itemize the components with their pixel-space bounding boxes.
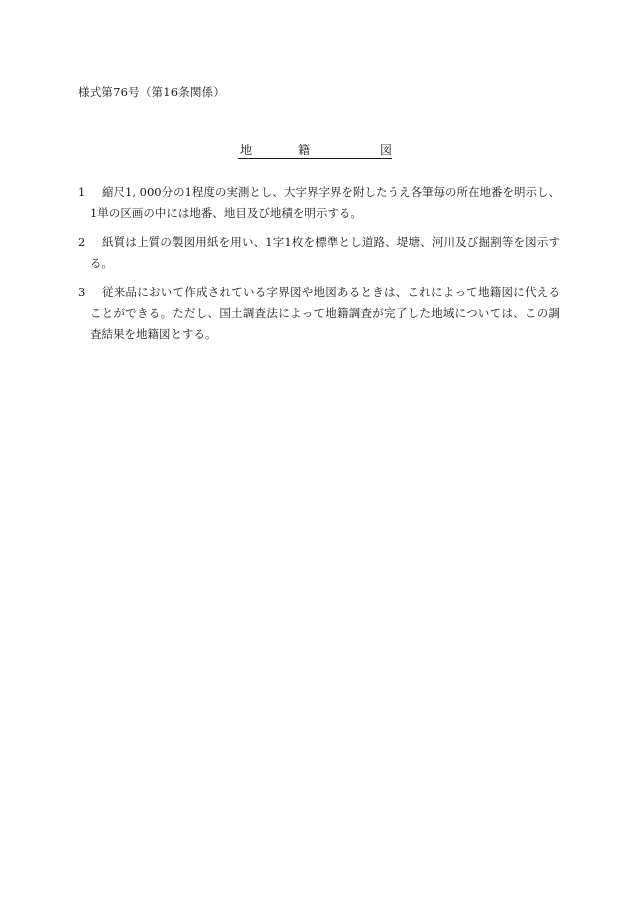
item-list [78,182,560,353]
list-item [78,282,560,345]
item-number: 1 [78,185,86,199]
item-number: 2 [78,235,86,249]
item-text: 紙質は上質の製図用紙を用い、1字1枚を標準とし道路、堤塘、河川及び掘割等を図示する。 [90,235,560,270]
document-title [238,140,392,159]
item-text: 縮尺1, 000分の1程度の実測とし、大字界字界を附したうえ各筆毎の所在地番を明示し、1単の区画の中には地番、地目及び地積を明示する。 [90,185,560,220]
title-char: 地 [240,143,253,157]
list-item [78,182,560,224]
form-number: 様式第76号（第16条関係） [78,85,226,99]
title-char: 籍 [298,143,311,157]
title-char: 図 [380,143,393,157]
list-item [78,232,560,274]
item-text: 従来品において作成されている字界図や地図あるときは、これによって地籍図に代えることができる。ただし、国土調査法によって地籍調査が完了した地域については、この調査結果を地籍図とする。 [90,285,560,341]
item-number: 3 [78,285,86,299]
